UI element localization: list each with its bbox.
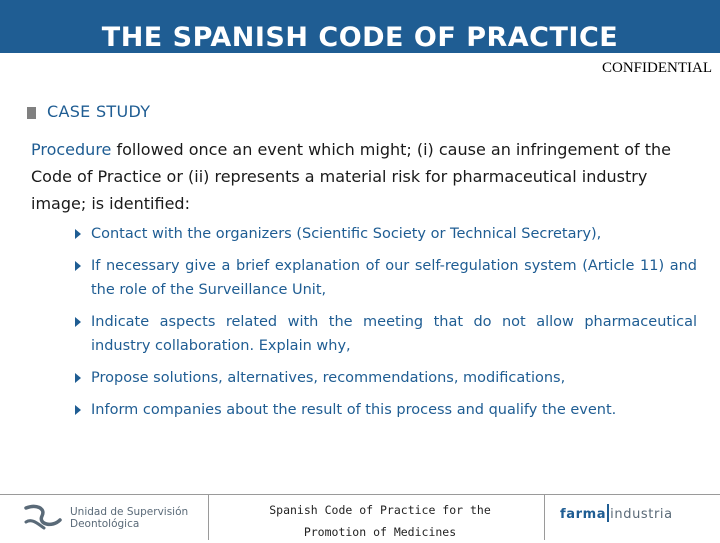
section-heading: CASE STUDY xyxy=(47,102,151,121)
confidential-label: CONFIDENTIAL xyxy=(602,60,712,76)
list-item xyxy=(72,310,697,358)
page-title: THE SPANISH CODE OF PRACTICE xyxy=(101,22,619,53)
footer-caption-line-2: Promotion of Medicines xyxy=(303,525,457,539)
list-item xyxy=(72,398,697,422)
logo-line-2: Deontológica xyxy=(70,518,140,530)
logo-line-1: Unidad de Supervisión xyxy=(70,506,189,518)
farmaindustria-logo-part-1: farma xyxy=(560,507,607,522)
list-item-text: Indicate aspects related with the meeting that do not allow pharmaceutical industry collaboration. Explain why, xyxy=(91,314,697,354)
farmaindustria-logo xyxy=(560,504,673,522)
list-item xyxy=(72,222,697,246)
triangle-bullet-icon xyxy=(75,261,81,271)
square-bullet-icon xyxy=(27,107,36,119)
footer-divider xyxy=(544,494,545,540)
procedure-list xyxy=(72,222,697,430)
footer-divider xyxy=(208,494,209,540)
footer-caption xyxy=(246,499,514,543)
triangle-bullet-icon xyxy=(75,229,81,239)
list-item-text: If necessary give a brief explanation of our self-regulation system (Article 11) and the role of the Surveillance Unit, xyxy=(91,258,697,298)
farmaindustria-logo-part-2: industria xyxy=(610,507,673,522)
list-item-text: Contact with the organizers (Scientific Society or Technical Secretary), xyxy=(91,226,602,242)
list-item-text: Inform companies about the result of this process and qualify the event. xyxy=(91,402,617,418)
logo-bar-icon xyxy=(607,504,609,522)
list-item xyxy=(72,366,697,390)
intro-highlight: Procedure xyxy=(31,140,112,159)
triangle-bullet-icon xyxy=(75,373,81,383)
list-item-text: Propose solutions, alternatives, recommendations, modifications, xyxy=(91,370,566,386)
triangle-bullet-icon xyxy=(75,317,81,327)
intro-paragraph xyxy=(31,136,703,217)
triangle-bullet-icon xyxy=(75,405,81,415)
intro-text: followed once an event which might; (i) cause an infringement of the Code of Practice or (ii) represents a material risk for pharmaceutical industry image; is identified: xyxy=(31,140,671,213)
supervision-unit-logo-icon xyxy=(22,502,64,534)
footer-caption-line-1: Spanish Code of Practice for the xyxy=(269,503,491,517)
supervision-unit-logo-text xyxy=(70,506,188,530)
list-item xyxy=(72,254,697,302)
